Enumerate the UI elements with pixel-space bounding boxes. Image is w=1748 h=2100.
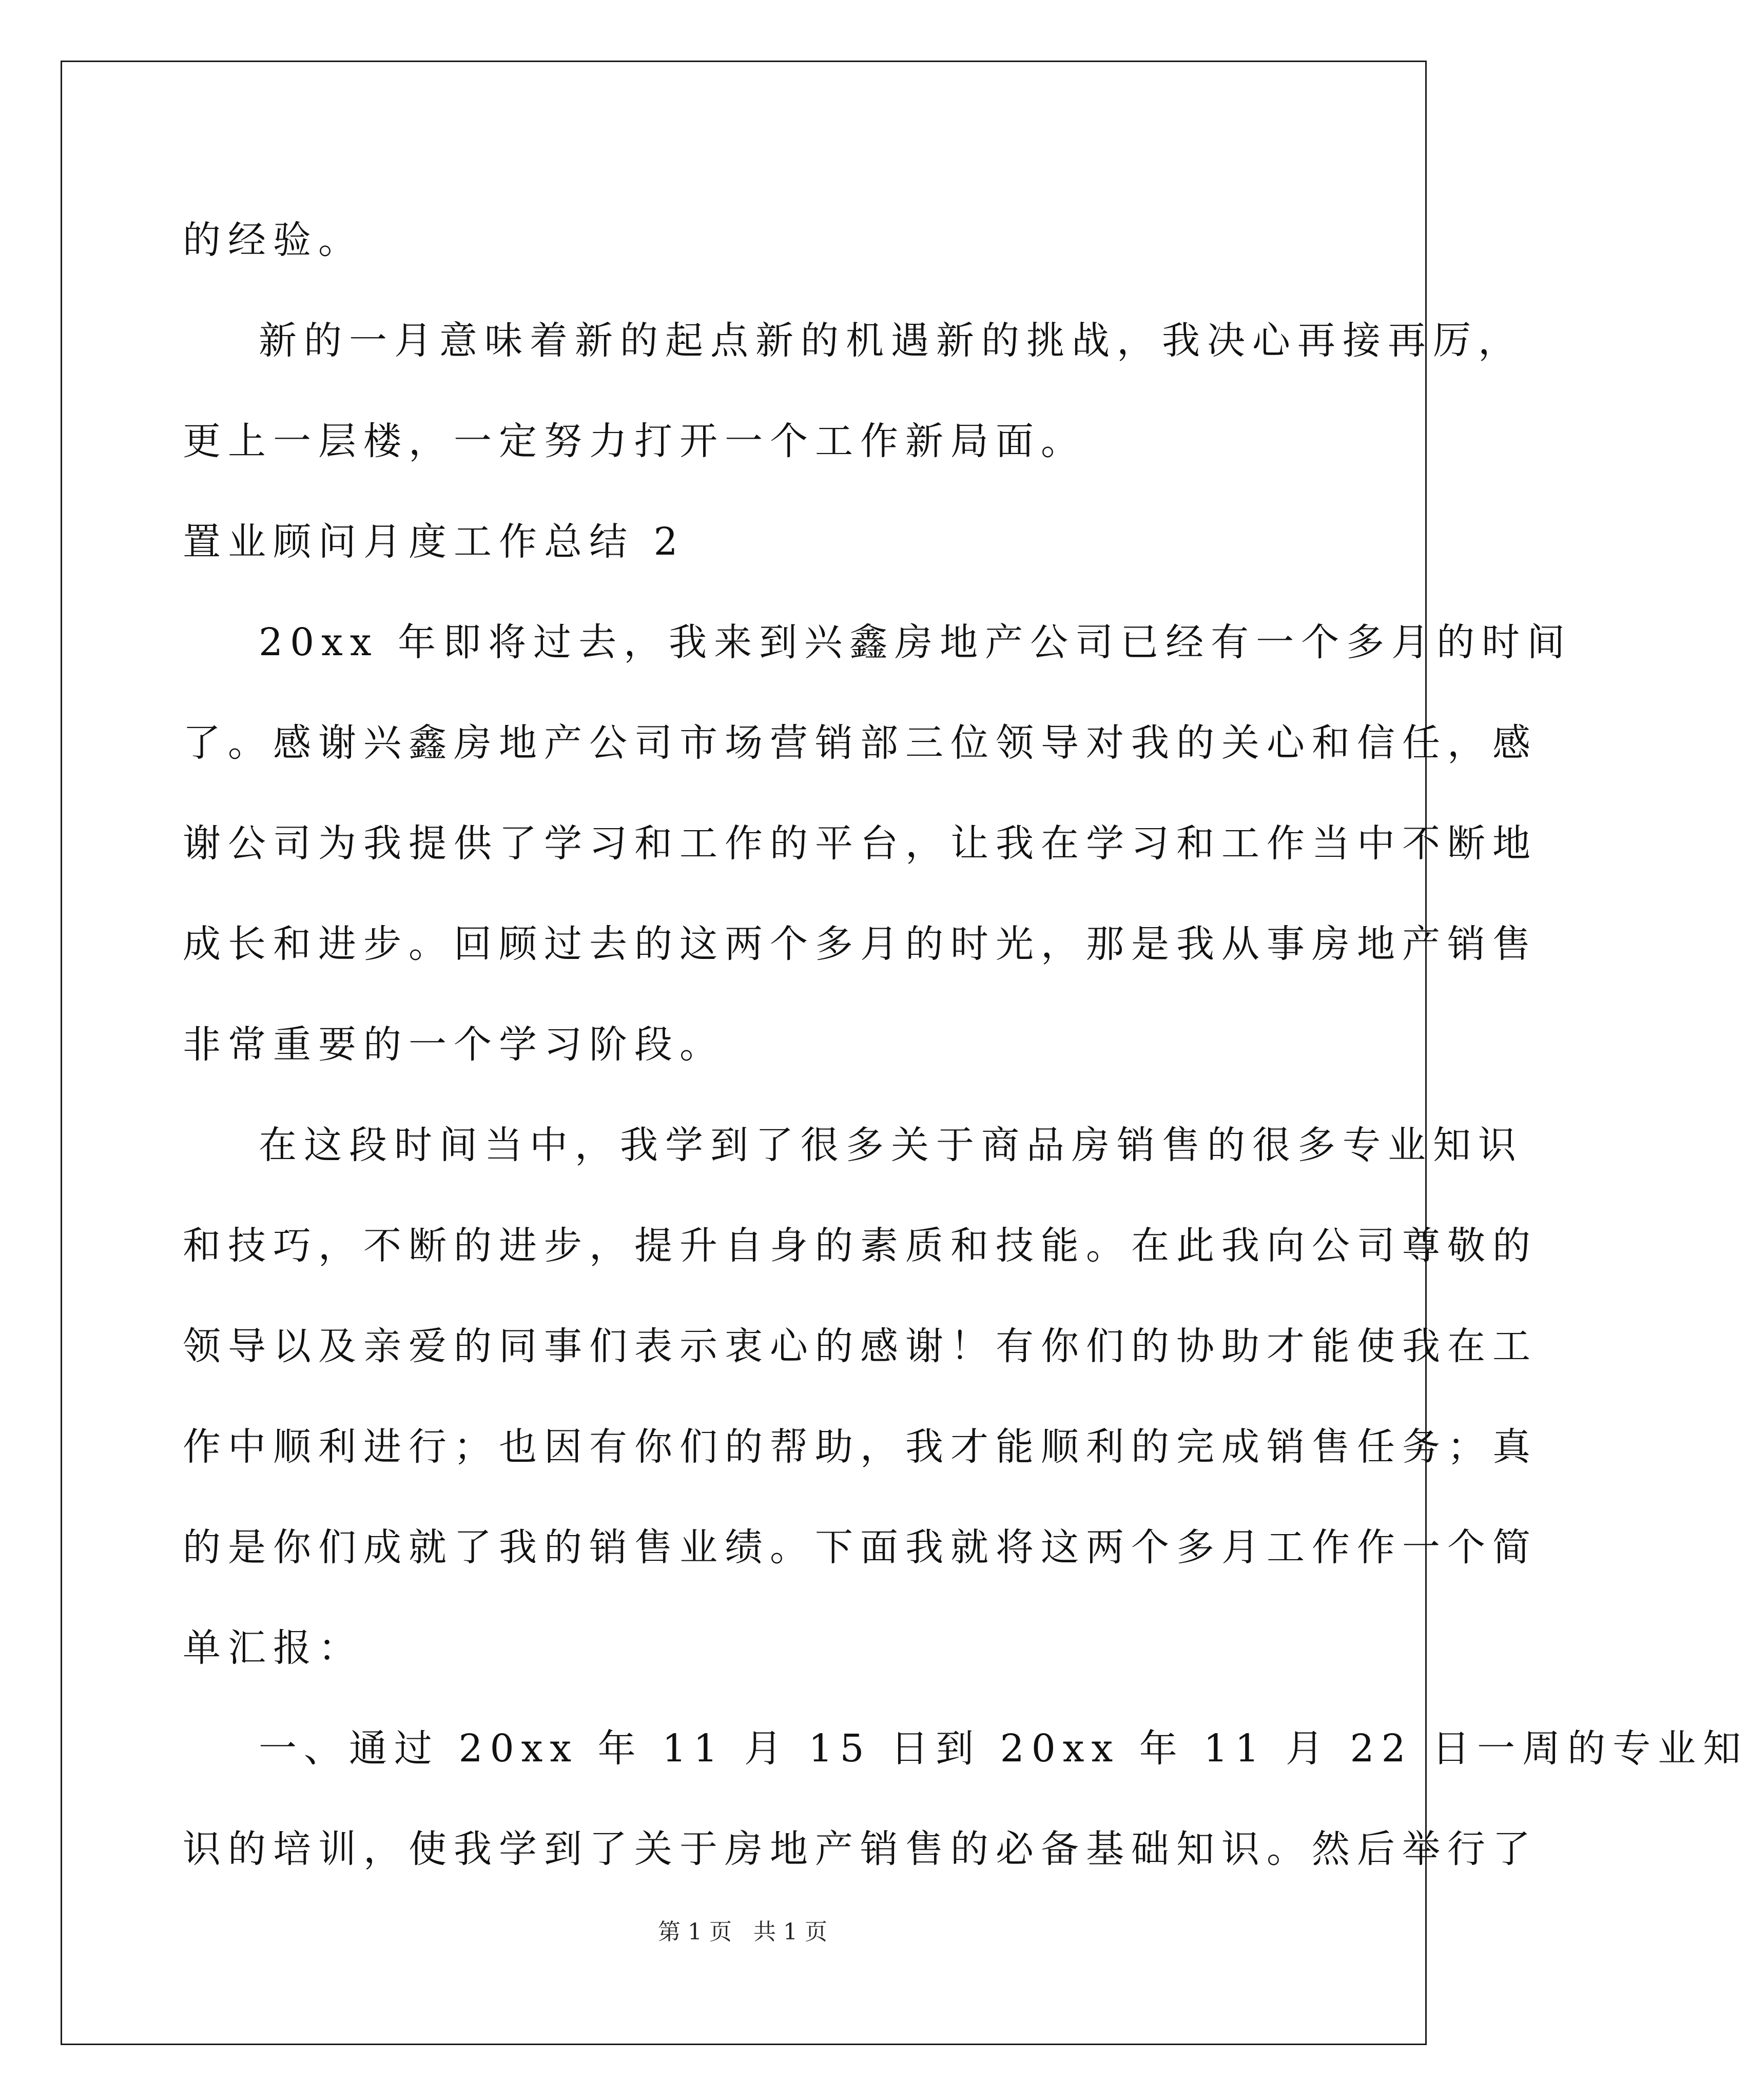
body-text-line: 非常重要的一个学习阶段。 [183,1023,725,1067]
page-number-footer: 第 1 页 共 1 页 [658,1919,827,1945]
paragraph-start-line: 新的一月意味着新的起点新的机遇新的挑战，我决心再接再厉， [259,319,1523,363]
body-text-line: 领导以及亲爱的同事们表示衷心的感谢！有你们的协助才能使我在工 [183,1324,1538,1368]
paragraph-start-line: 在这段时间当中，我学到了很多关于商品房销售的很多专业知识 [259,1123,1523,1167]
body-text-line: 了。感谢兴鑫房地产公司市场营销部三位领导对我的关心和信任，感 [183,721,1538,765]
section-heading: 置业顾问月度工作总结 2 [183,520,685,564]
body-text-line: 作中顺利进行；也因有你们的帮助，我才能顺利的完成销售任务；真 [183,1425,1538,1469]
paragraph-start-line: 一、通过 20xx 年 11 月 15 日到 20xx 年 11 月 22 日一周的专业知 [259,1726,1748,1771]
body-text-line: 的经验。 [183,218,363,262]
body-text-line: 单汇报： [183,1626,363,1670]
document-body [183,190,1748,1899]
body-text-line: 的是你们成就了我的销售业绩。下面我就将这两个多月工作作一个简 [183,1525,1538,1569]
body-text-line: 识的培训，使我学到了关于房地产销售的必备基础知识。然后举行了 [183,1827,1538,1871]
body-text-line: 谢公司为我提供了学习和工作的平台，让我在学习和工作当中不断地 [183,821,1538,866]
body-text-line: 和技巧，不断的进步，提升自身的素质和技能。在此我向公司尊敬的 [183,1224,1538,1268]
paragraph-start-line: 20xx 年即将过去，我来到兴鑫房地产公司已经有一个多月的时间 [259,620,1572,664]
body-text-line: 成长和进步。回顾过去的这两个多月的时光，那是我从事房地产销售 [183,922,1538,966]
body-text-line: 更上一层楼，一定努力打开一个工作新局面。 [183,419,1086,463]
